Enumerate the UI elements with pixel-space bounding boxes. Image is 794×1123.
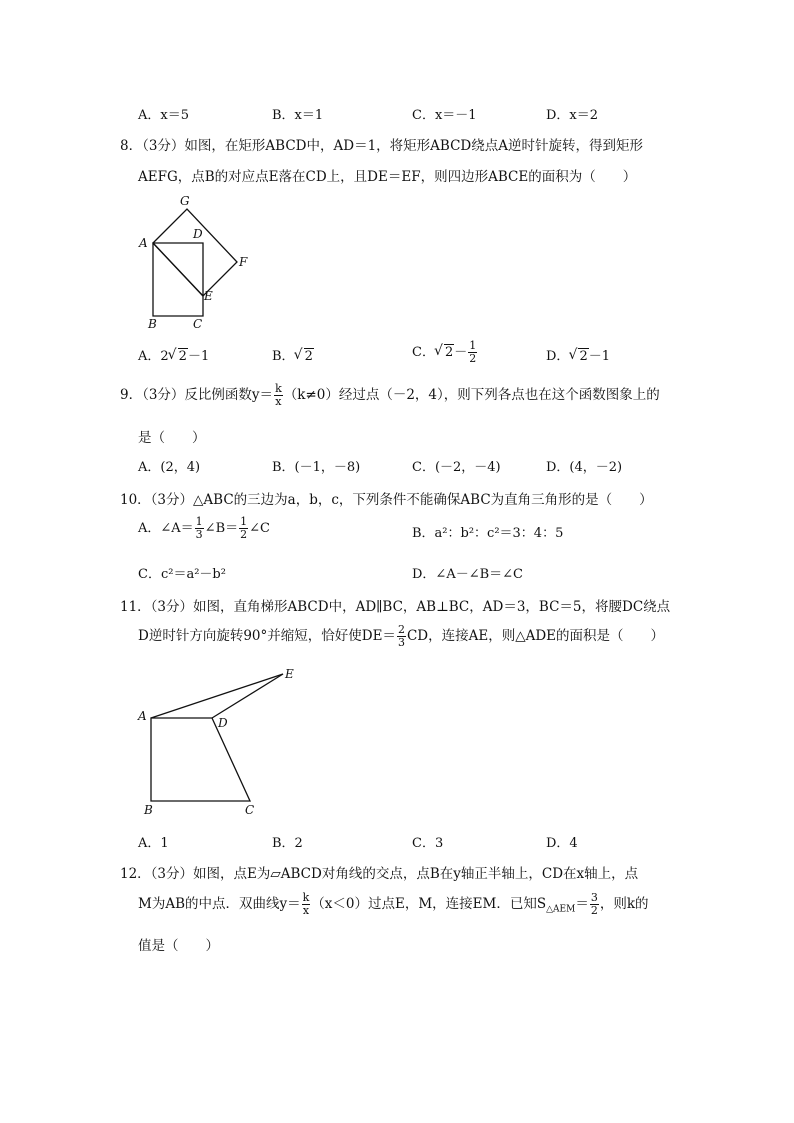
q12-stem-line3: 值是（ ）: [138, 938, 219, 954]
q11-label-a: A: [138, 709, 147, 723]
q8-option-c: C．√ 2－ $\frac{1}{2}$: [412, 340, 478, 365]
q11-trapezoid: [151, 718, 250, 801]
q8-rect-abcd: [153, 243, 203, 316]
q9-option-a: A．(2，4): [138, 460, 201, 475]
q10-option-d: D．∠A－∠B＝∠C: [412, 567, 523, 582]
q11-option-d: D．4: [546, 836, 578, 851]
q10-stem: 10．（3分）△ABC的三边为a，b，c，下列条件不能确保ABC为直角三角形的是（ ）: [120, 492, 653, 508]
q7-option-b: B．x＝1: [272, 108, 324, 123]
q7-option-a: A．x＝5: [138, 108, 189, 123]
q8-option-a: A．2√ 2－1: [138, 345, 209, 364]
q8-label-e: E: [204, 289, 213, 303]
q11-label-d: D: [218, 716, 228, 730]
q11-label-c: C: [245, 803, 255, 817]
q8-label-a: A: [139, 236, 148, 250]
q12-stem-line1: 12．（3分）如图，点E为▱ABCD对角线的交点，点B在y轴正半轴上，CD在x轴上，点: [120, 866, 639, 882]
q8-figure: [130, 190, 270, 335]
q11-segment-ae: [151, 674, 283, 718]
q9-option-c: C．(－2，－4): [412, 460, 501, 475]
q8-label-f: F: [239, 255, 248, 269]
q8-label-b: B: [148, 317, 157, 331]
q10-option-a: A．∠A＝ $\frac{1}{3}$ ∠B＝ $\frac{1}{2}$ ∠C: [138, 515, 270, 541]
q10-option-c: C．c²＝a²－b²: [138, 567, 226, 582]
q7-option-d: D．x＝2: [546, 108, 599, 123]
q11-figure: [130, 662, 310, 822]
q10-option-b: B．a²：b²：c²＝3：4：5: [412, 526, 564, 541]
q8-option-d: D．√ 2－1: [546, 345, 610, 364]
q8-label-g: G: [180, 194, 190, 208]
q11-stem-line2: D逆时针方向旋转90°并缩短，恰好使DE＝ $\frac{2}{3}$ CD，连接AE，则△ADE的面积是（ ）: [138, 623, 665, 649]
q8-diagonal-ae: [153, 243, 203, 296]
q9-stem-line2: 是（ ）: [138, 430, 206, 446]
q8-label-c: C: [193, 317, 203, 331]
q11-label-e: E: [285, 667, 294, 681]
q11-option-a: A．1: [138, 836, 169, 851]
q11-stem-line1: 11．（3分）如图，直角梯形ABCD中，AD∥BC，AB⊥BC，AD＝3，BC＝5，将腰DC绕点: [120, 599, 671, 615]
q9-option-d: D．(4，－2): [546, 460, 623, 475]
q8-label-d: D: [193, 227, 203, 241]
q11-option-b: B．2: [272, 836, 303, 851]
q8-stem-line2: AEFG，点B的对应点E落在CD上，且DE＝EF，则四边形ABCE的面积为（ ）: [138, 169, 637, 185]
q11-option-c: C．3: [412, 836, 444, 851]
q12-stem-line2: M为AB的中点．双曲线y＝ $\frac{k}{x}$ （x＜0）过点E，M，连接EM．已知$S_{\triangle AEM}=$ $\frac{3}{2}$ ，则k的: [138, 891, 649, 917]
q8-rect-aefg: [153, 209, 237, 296]
q8-stem-line1: 8．（3分）如图，在矩形ABCD中，AD＝1，将矩形ABCD绕点A逆时针旋转，得到矩形: [120, 138, 643, 154]
q9-stem-line1: 9．（3分）反比例函数y＝ $\frac{k}{x}$ （k≠0）经过点（－2，4），则下列各点也在这个函数图象上的: [120, 382, 660, 408]
q7-option-c: C．x＝－1: [412, 108, 477, 123]
q9-option-b: B．(－1，－8): [272, 460, 361, 475]
q11-segment-de: [212, 674, 283, 718]
q11-label-b: B: [144, 803, 153, 817]
q8-option-b: B．√ 2: [272, 345, 314, 364]
